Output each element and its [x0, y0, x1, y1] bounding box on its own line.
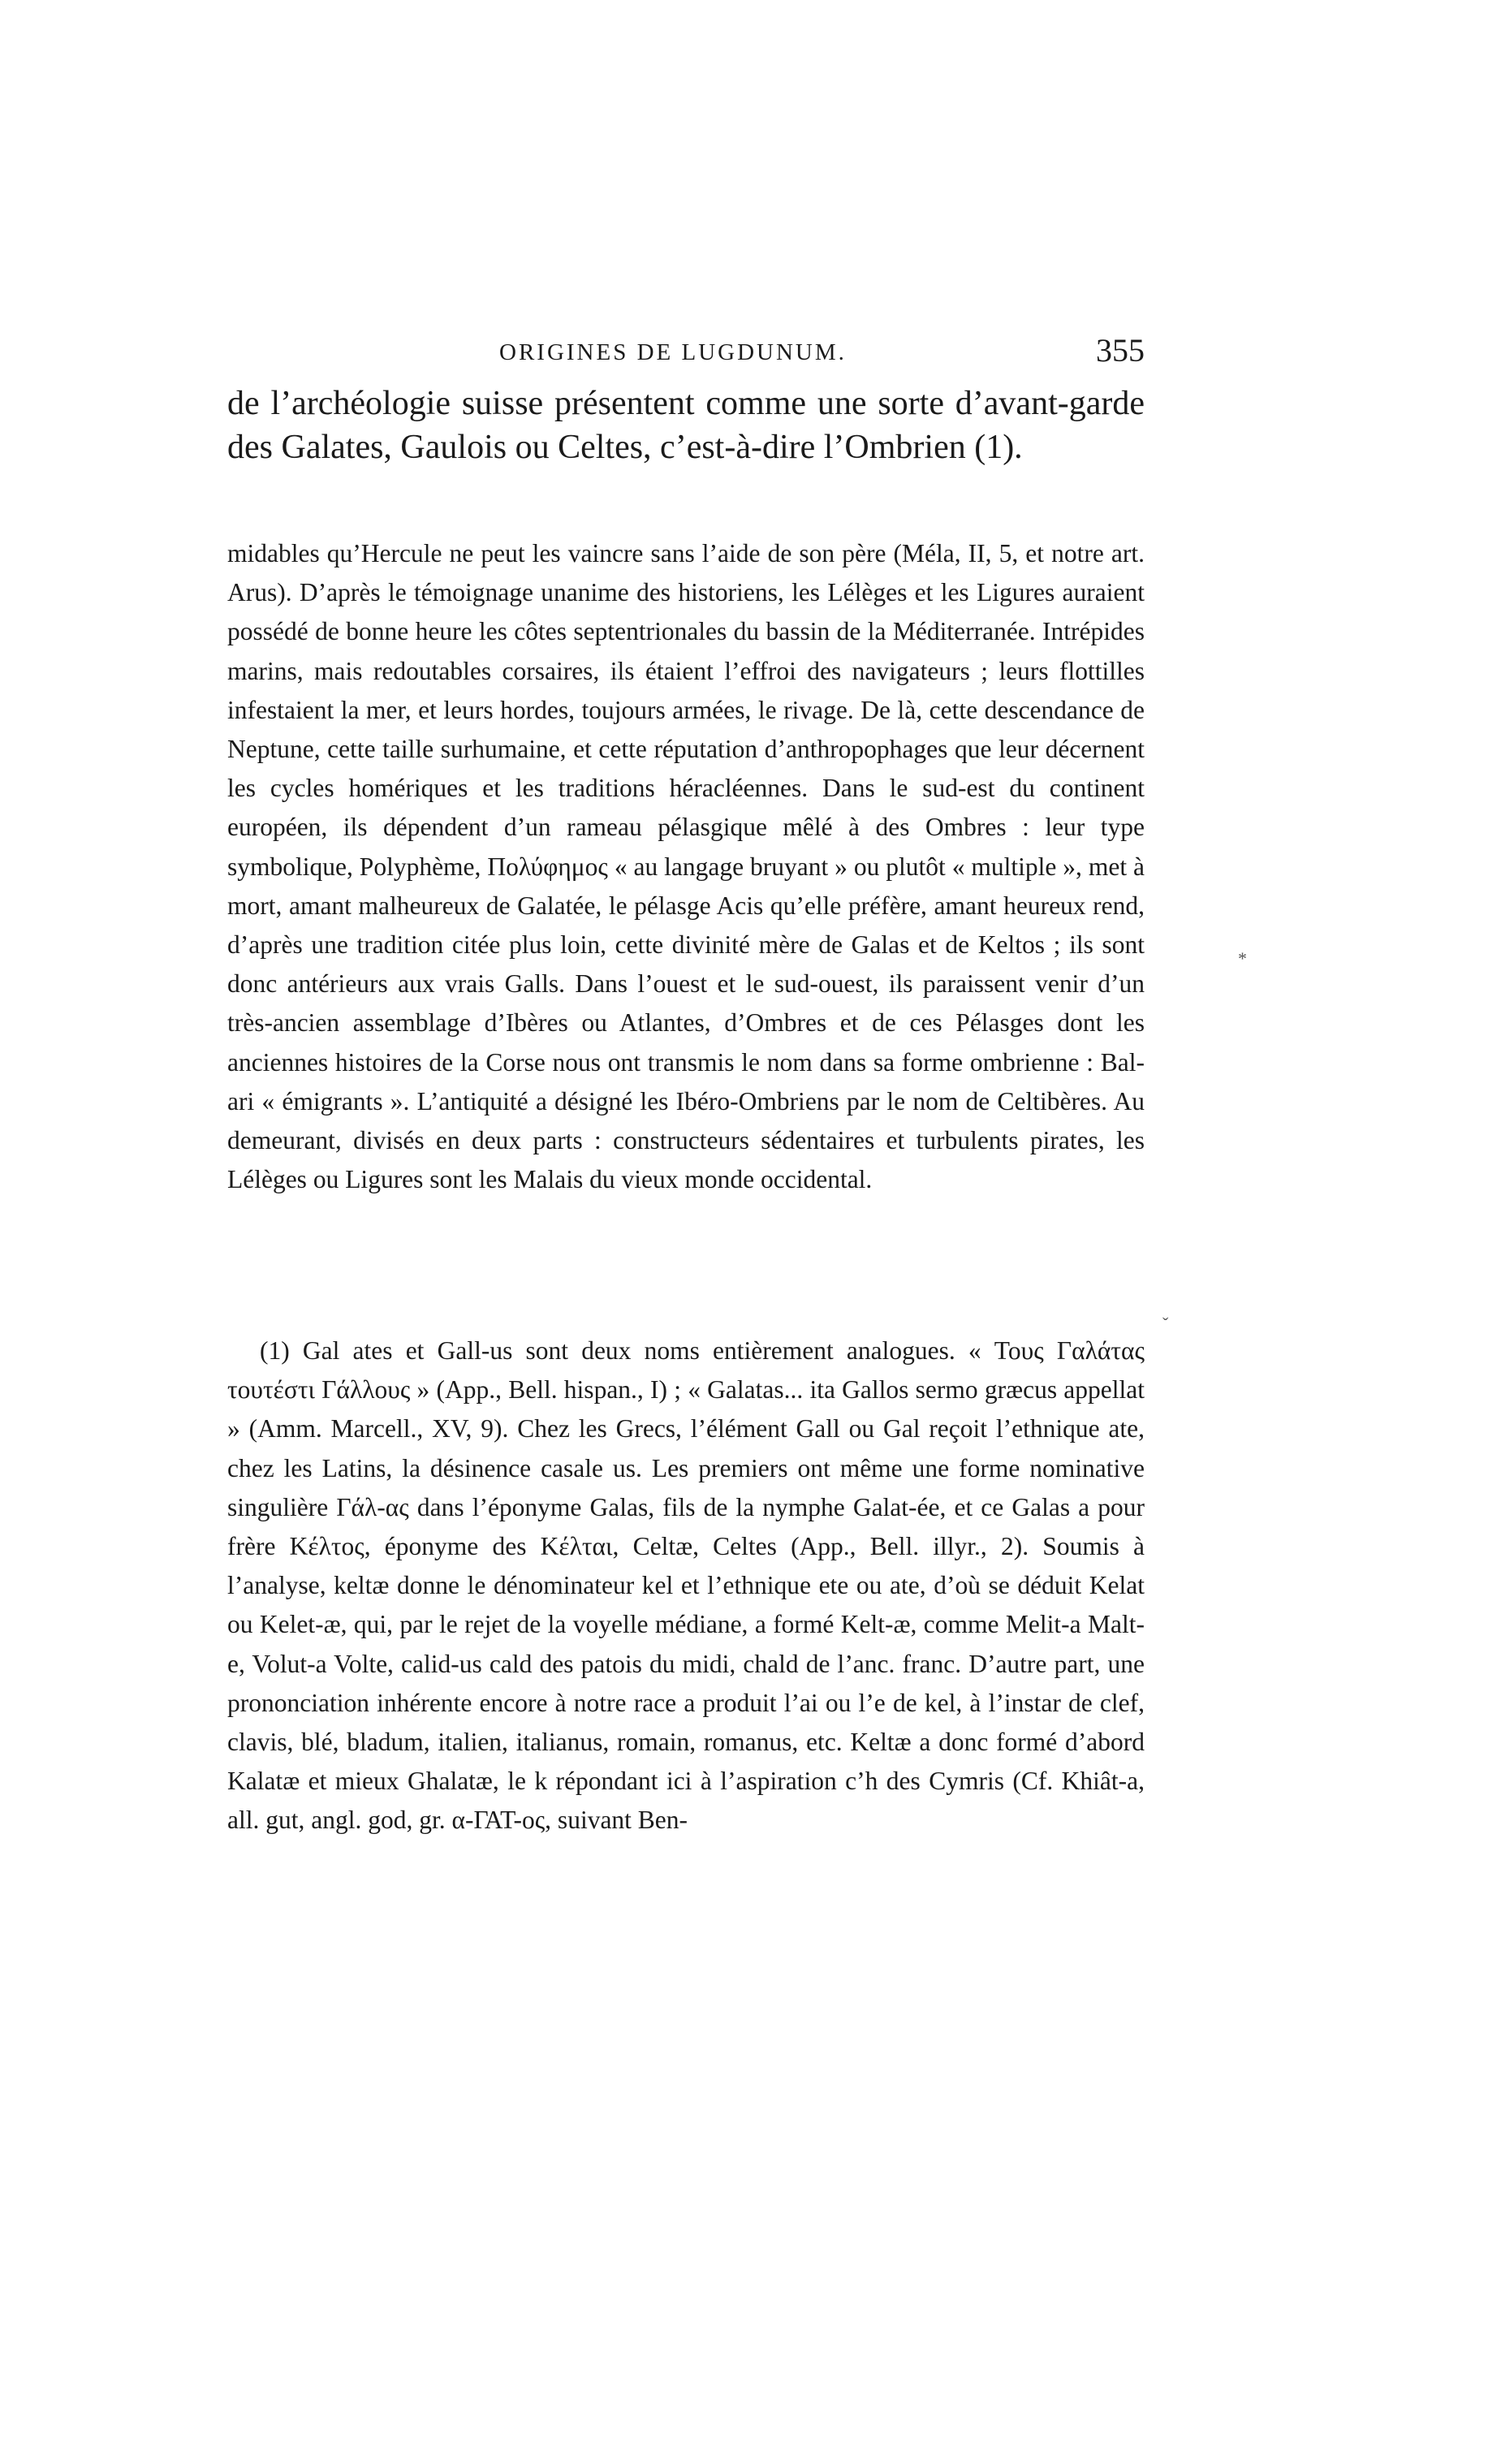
running-title: ORIGINES DE LUGDUNUM. [499, 339, 847, 365]
footnote [227, 1331, 1145, 1840]
note-continuation-paragraph: midables qu’Hercule ne peut les vaincre sans l’aide de son père (Méla, II, 5, et notre art. Arus). D’après le témoignage unanime des historiens, les Lélèges et les Ligures auraient possédé de bonne heure les côtes septentrionales du bassin de la Méditerranée. Intrépides marins, mais redoutables corsaires, ils étaient l’effroi des navigateurs ; leurs flottilles infestaient la mer, et leurs hordes, toujours armées, le rivage. De là, cette descendance de Neptune, cette taille surhumaine, et cette réputation d’anthropophages que leur décernent les cycles homériques et les traditions héracléennes. Dans le sud-est du continent européen, ils dépendent d’un rameau pélasgique mêlé à des Ombres : leur type symbolique, Polyphème, Πολύφημος « au langage bruyant » ou plutôt « multiple », met à mort, amant malheureux de Galatée, le pélasge Acis qu’elle préfère, amant heureux rend, d’après une tradition citée plus loin, cette divinité mère de Galas et de Keltos ; ils sont donc antérieurs aux vrais Galls. Dans l’ouest et le sud-ouest, ils paraissent venir d’un très-ancien assemblage d’Ibères ou Atlantes, d’Ombres et de ces Pélasges dont les anciennes histoires de la Corse nous ont transmis le nom dans sa forme ombrienne : Bal-ari « émigrants ». L’antiquité a désigné les Ibéro-Ombriens par le nom de Celtibères. Au demeurant, divisés en deux parts : constructeurs sédentaires et turbulents pirates, les Lélèges ou Ligures sont les Malais du vieux monde occidental. [227, 539, 1145, 1194]
margin-asterisk-mark: * [1238, 948, 1247, 969]
margin-dot-mark: ˇ [1162, 1314, 1169, 1334]
footnote-paragraph: (1) Gal ates et Gall-us sont deux noms entièrement analogues. « Τους Γαλάτας τουτέστι Γάλλους » (App., Bell. hispan., I) ; « Galatas... ita Gallos sermo græcus appellat » (Amm. Marcell., XV, 9). Chez les Grecs, l’élément Gall ou Gal reçoit l’ethnique ate, chez les Latins, la désinence casale us. Les premiers ont même une forme nominative singulière Γάλ-ας dans l’éponyme Galas, fils de la nymphe Galat-ée, et ce Galas a pour frère Κέλτος, éponyme des Κέλται, Celtæ, Celtes (App., Bell. illyr., 2). Soumis à l’analyse, keltæ donne le dénominateur kel et l’ethnique ete ou ate, d’où se déduit Kelat ou Kelet-æ, qui, par le rejet de la voyelle médiane, a formé Kelt-æ, comme Melit-a Malt-e, Volut-a Volte, calid-us cald des patois du midi, chald de l’anc. franc. D’autre part, une prononciation inhérente encore à notre race a produit l’ai ou l’e de kel, à l’instar de clef, clavis, blé, bladum, italien, italianus, romain, romanus, etc. Keltæ a donc formé d’abord Kalatæ et mieux Ghalatæ, le k répondant ici à l’aspiration c’h des Cymris (Cf. Khiât-a, all. gut, angl. god, gr. α-ΓΑΤ-ος, suivant Ben- [227, 1336, 1145, 1835]
page-number: 355 [1096, 332, 1145, 369]
main-paragraph: de l’archéologie suisse présentent comme une sorte d’avant-garde des Galates, Gaulois ou Celtes, c’est-à-dire l’Ombrien (1). [227, 385, 1145, 466]
running-head [227, 331, 1145, 380]
main-text [227, 382, 1145, 469]
note-continuation [227, 534, 1145, 1199]
